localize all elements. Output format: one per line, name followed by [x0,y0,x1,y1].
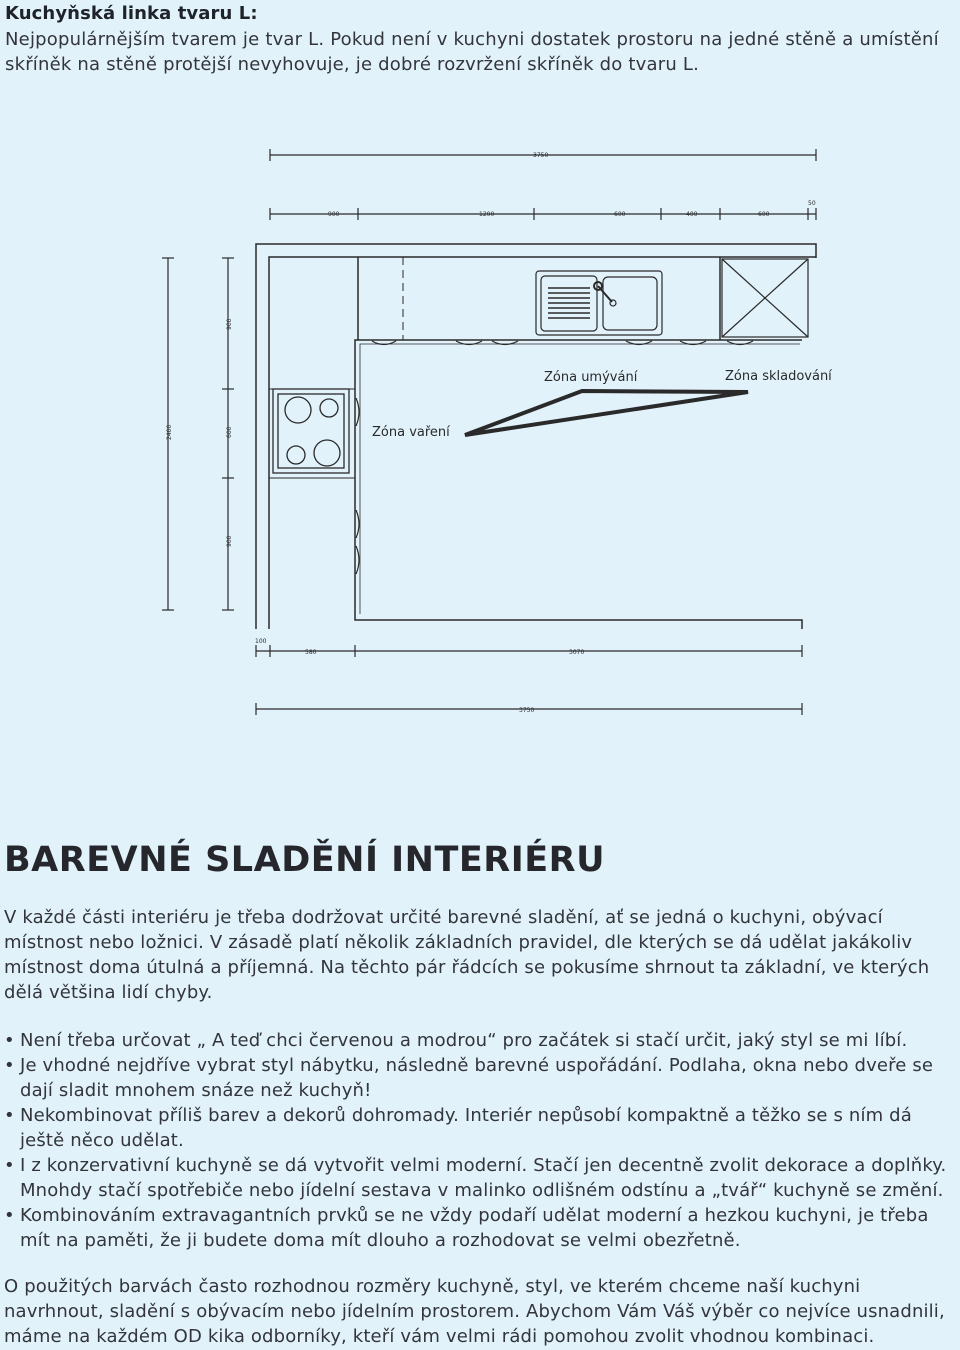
list-item: • Nekombinovat příliš barev a dekorů dohromady. Interiér nepůsobí kompaktně a těžko se s ním dá ještě něco udělat. [4,1103,954,1153]
dim-label: 100 [255,638,267,645]
list-item: • Je vhodné nejdříve vybrat styl nábytku, následně barevné uspořádání. Podlaha, okna nebo dveře se dají sladit mnohem snáze než kuchyň! [4,1053,954,1103]
zone-label-washing: Zóna umývání [544,370,638,385]
dim-label: 580 [305,649,317,656]
dim-label: 2400 [166,424,173,440]
zone-label-storage: Zóna skladování [725,369,832,384]
wall-inner-outline [269,257,816,629]
paragraph: O použitých barvách často rozhodnou rozměry kuchyně, styl, ve kterém chceme naší kuchyni navrhnout, sladění s obývacím nebo jídelním prostorem. Abychom Vám Váš výběr co nejvíce usnadnili, máme na každém OD kika odborníky, kteří vám velmi rádi pomohou zvolit vhodnou kombinaci. [4,1276,945,1347]
section-title: BAREVNÉ SLADĚNÍ INTERIÉRU [4,840,606,880]
dim-label: 50 [808,200,816,207]
storage-cabinet [722,259,808,337]
dim-label: 1200 [479,211,495,218]
list-item: • Není třeba určovat „ A teď chci červenou a modrou“ pro začátek si stačí určit, jaký styl se mi líbí. [4,1028,954,1053]
work-triangle [465,391,748,435]
dim-label: 600 [758,211,770,218]
cooktop [273,389,349,473]
paragraph: V každé části interiéru je třeba dodržovat určité barevné sladění, ať se jedná o kuchyni, obývací místnost nebo ložnici. V zásadě platí několik základních pravidel, dle kterých se dá udělat jakákoliv místnost doma útulná a příjemná. Na těchto pár řádcích se pokusíme shrnout ta základní, ve kterých dělá většina lidí chyby. [4,907,930,1003]
dim-label: 3070 [569,649,585,656]
dim-label: 600 [614,211,626,218]
dim-label: 600 [226,426,233,438]
intro-text: Nejpopulárnějším tvarem je tvar L. Pokud není v kuchyni dostatek prostoru na jedné stěně a umístění skříněk na stěně protější nevyhovuje, je dobré rozvržení skříněk do tvaru L. [5,29,939,75]
list-item: • Kombinováním extravagantních prvků se ne vždy podaří udělat moderní a hezkou kuchyni, je třeba mít na paměti, že ji budete doma mít dlouho a rozhodovat se velmi obezřetně. [4,1203,954,1253]
zone-label-cooking: Zóna vaření [372,425,450,440]
sink [536,271,662,335]
dim-label: 3750 [533,152,549,159]
kitchen-floor-plan [0,130,960,730]
dim-label: 900 [226,318,233,330]
dim-label: 400 [686,211,698,218]
tips-list [4,1028,954,1253]
dim-label: 900 [226,535,233,547]
list-item: • I z konzervativní kuchyně se dá vytvořit velmi moderní. Stačí jen decentně zvolit dekorace a doplňky. Mnohdy stačí spotřebiče nebo jídelní sestava v malinko odlišném odstínu a „tvář“ kuchyně se změní. [4,1153,954,1203]
intro-title: Kuchyňská linka tvaru L: [5,3,258,24]
dim-label: 3750 [519,707,535,714]
dim-label: 900 [328,211,340,218]
